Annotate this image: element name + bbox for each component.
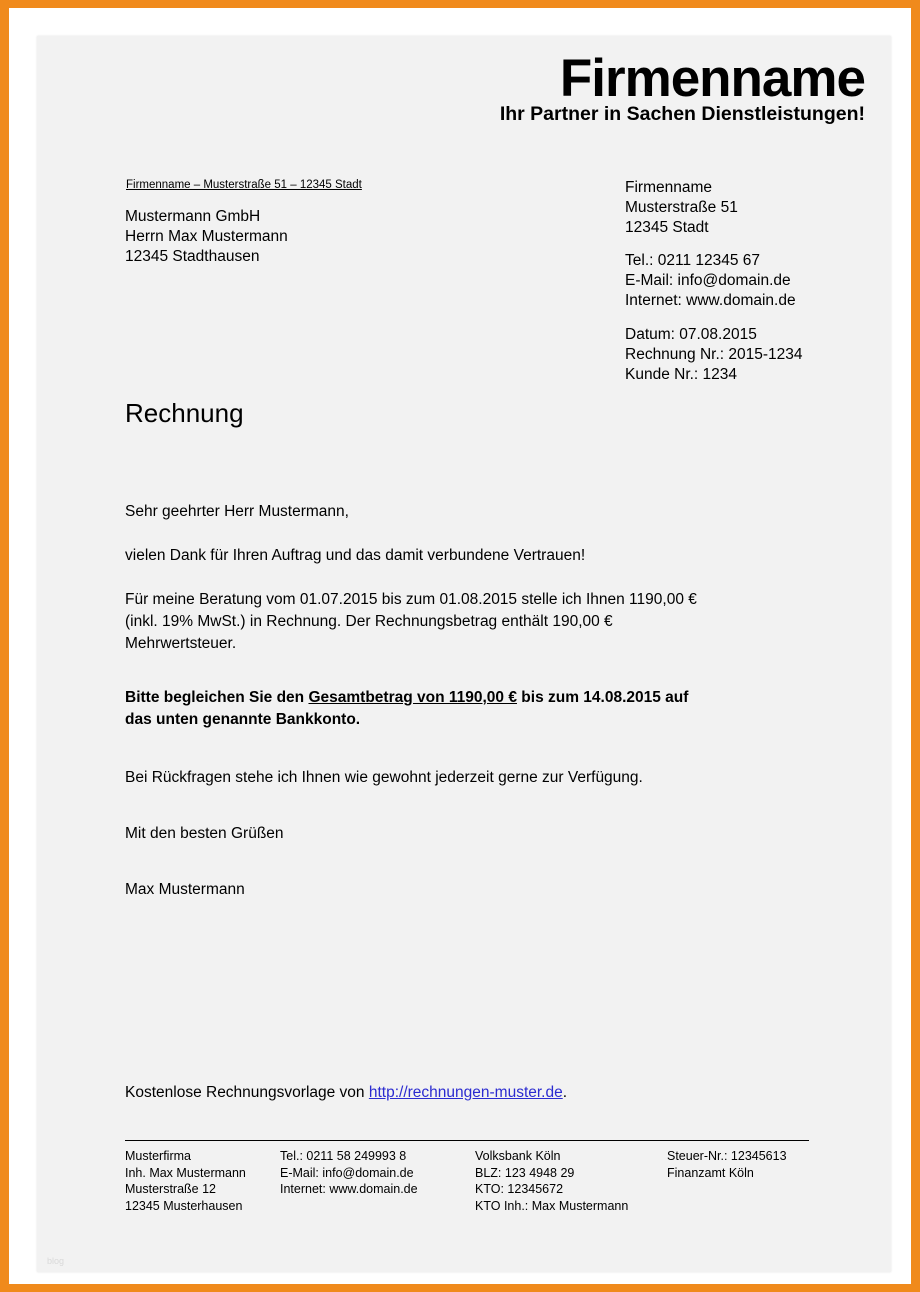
footer-company-street: Musterstraße 12 [125,1182,217,1197]
footer-bank-blz: BLZ: 123 4948 29 [475,1165,575,1180]
thanks-paragraph: vielen Dank für Ihren Auftrag und das damit verbundene Vertrauen! [125,547,586,564]
footer-tax-office: Finanzamt Köln [667,1165,754,1180]
footer-info-columns [125,1148,825,1215]
customer-number: Kunde Nr.: 1234 [625,365,738,383]
company-name-heading: Firmenname [559,49,865,108]
sender-info-block [625,178,803,384]
service-paragraph [125,589,805,655]
footer-bank-account-holder: KTO Inh.: Max Mustermann [475,1198,629,1213]
letter-body [125,501,805,927]
footer-tax-number: Steuer-Nr.: 12345613 [667,1149,787,1163]
footer-column-bank [475,1148,667,1215]
footer-bank-name: Volksbank Köln [475,1149,561,1163]
footer-company-owner: Inh. Max Mustermann [125,1165,246,1180]
company-slogan: Ihr Partner in Sachen Dienstleistungen! [499,103,865,126]
service-line-1: Für meine Beratung vom 01.07.2015 bis zum 01.08.2015 stelle ich Ihnen 1190,00 € [125,591,697,608]
sender-phone: Tel.: 0211 12345 67 [625,252,761,270]
payment-request-paragraph [125,687,805,731]
page-inner-background [9,8,911,1284]
payment-request-prefix: Bitte begleichen Sie den [125,689,309,706]
recipient-address-block [125,207,288,266]
service-line-3: Mehrwertsteuer. [125,635,237,652]
payment-request-suffix: bis zum 14.08.2015 auf [516,689,689,706]
sender-city: 12345 Stadt [625,218,709,236]
letterhead [499,49,865,126]
sender-email: E-Mail: info@domain.de [625,272,791,290]
template-source-link[interactable]: http://rechnungen-muster.de [368,1084,563,1101]
footer-company-city: 12345 Musterhausen [125,1198,243,1213]
return-address-line: Firmenname – Musterstraße 51 – 12345 Stadt [126,179,362,191]
footer-column-company [125,1148,280,1215]
sender-website: Internet: www.domain.de [625,292,796,310]
footer-phone: Tel.: 0211 58 249993 8 [280,1149,407,1163]
signature-name: Max Mustermann [125,881,245,898]
footer-column-tax [667,1148,817,1215]
sender-spacer-2 [625,311,803,325]
recipient-city: 12345 Stadthausen [125,247,260,265]
template-credit-prefix: Kostenlose Rechnungsvorlage von [125,1084,369,1101]
service-line-2: (inkl. 19% MwSt.) in Rechnung. Der Rechnungsbetrag enthält 190,00 € [125,613,613,630]
invoice-content [37,36,891,1272]
footer-divider [125,1140,809,1141]
footer-bank-account: KTO: 12345672 [475,1182,564,1197]
document-title: Rechnung [125,398,244,428]
invoice-sheet [37,36,891,1272]
salutation-paragraph: Sehr geehrter Herr Mustermann, [125,503,349,520]
watermark-label: blog [47,1256,65,1266]
footer-email: E-Mail: info@domain.de [280,1165,414,1180]
template-credit-suffix: . [562,1084,568,1101]
footer-website: Internet: www.domain.de [280,1182,418,1197]
invoice-date: Datum: 07.08.2015 [625,325,757,343]
sender-company: Firmenname [625,179,712,196]
recipient-company: Mustermann GmbH [125,208,261,225]
closing-paragraph: Mit den besten Grüßen [125,825,284,842]
footer-company-name: Musterfirma [125,1149,191,1163]
recipient-person: Herrn Max Mustermann [125,227,288,245]
sender-spacer-1 [625,237,803,251]
footer-column-contact [280,1148,475,1215]
questions-paragraph: Bei Rückfragen stehe ich Ihnen wie gewohnt jederzeit gerne zur Verfügung. [125,769,643,786]
payment-total-amount: Gesamtbetrag von 1190,00 € [308,689,517,706]
template-credit-note [125,1084,567,1102]
sender-street: Musterstraße 51 [625,198,738,216]
payment-request-line-2: das unten genannte Bankkonto. [125,711,361,728]
invoice-number: Rechnung Nr.: 2015-1234 [625,345,803,363]
